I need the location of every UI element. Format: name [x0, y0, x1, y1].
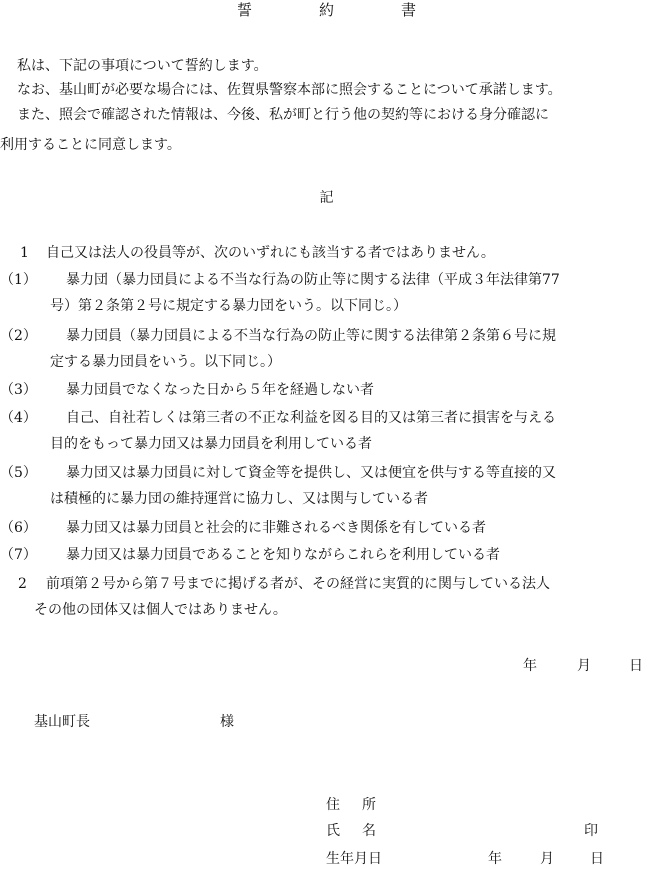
- intro-paragraph-2: [0, 80, 653, 100]
- intro-line-3a: また、照会で確認された情報は、今後、私が町と行う他の契約等における身分確認に: [17, 107, 549, 123]
- section-2-cont: その他の団体又は個人ではありません。: [34, 602, 287, 618]
- section-1-number: 1: [20, 245, 29, 261]
- section-2-line-1: 前項第２号から第７号までに掲げる者が、その経営に実質的に関与している法人: [46, 576, 550, 592]
- birth-day-label: 日: [590, 851, 604, 867]
- birthdate-fields: [488, 849, 604, 869]
- item-1: [0, 270, 653, 290]
- intro-paragraph-3-cont: [0, 135, 653, 155]
- item-1-line-1: 暴力団（暴力団員による不当な行為の防止等に関する法律（平成３年法律第77: [66, 272, 560, 288]
- addressee-name: 基山町長: [34, 714, 90, 730]
- intro-line-3b: 利用することに同意します。: [0, 137, 181, 153]
- item-6: [0, 518, 653, 538]
- item-1-cont: 号）第２条第２号に規定する暴力団をいう。以下同じ。）: [50, 298, 407, 314]
- item-4: [0, 408, 653, 428]
- item-3-number: （3）: [0, 382, 37, 398]
- item-4-cont: 目的をもって暴力団又は暴力団員を利用している者: [50, 436, 372, 452]
- item-6-number: （6）: [0, 520, 37, 536]
- item-5-cont: は積極的に暴力団の維持運営に協力し、又は関与している者: [50, 491, 428, 507]
- intro-paragraph-3: [0, 105, 653, 125]
- date-year-label: 年: [523, 658, 537, 674]
- section-1: [0, 243, 653, 263]
- seal-mark: 印: [584, 823, 598, 839]
- birthdate-row: [326, 849, 446, 869]
- section-1-text: 自己又は法人の役員等が、次のいずれにも該当する者ではありません。: [46, 245, 495, 261]
- birth-month-label: 月: [540, 851, 554, 867]
- item-2-number: （2）: [0, 328, 37, 344]
- addressee: [34, 712, 234, 732]
- birth-year-label: 年: [488, 851, 502, 867]
- intro-paragraph-1: [0, 56, 653, 76]
- item-1-number: （1）: [0, 272, 37, 288]
- address-label: 住所: [326, 797, 398, 813]
- section-2: [0, 574, 653, 594]
- name-row: [326, 821, 446, 841]
- addressee-honorific: 様: [220, 714, 234, 730]
- item-3: [0, 380, 653, 400]
- intro-line-1: 私は、下記の事項について誓約します。: [17, 58, 268, 74]
- item-7: [0, 545, 653, 565]
- date-month-label: 月: [577, 658, 591, 674]
- item-4-line-1: 自己、自社若しくは第三者の不正な利益を図る目的又は第三者に損害を与える: [66, 410, 556, 426]
- date-day-label: 日: [629, 658, 643, 674]
- name-label: 氏名: [326, 823, 398, 839]
- item-5-number: （5）: [0, 465, 37, 481]
- item-2-line-1: 暴力団員（暴力団員による不当な行為の防止等に関する法律第２条第６号に規: [66, 328, 556, 344]
- section-2-number: 2: [18, 576, 27, 592]
- item-5: [0, 463, 653, 483]
- item-2-cont: 定する暴力団員をいう。以下同じ。）: [50, 354, 281, 370]
- item-3-line-1: 暴力団員でなくなった日から５年を経過しない者: [66, 382, 374, 398]
- ki-heading: 記: [319, 190, 334, 206]
- birthdate-label: 生年月日: [326, 851, 382, 867]
- item-5-line-1: 暴力団又は暴力団員に対して資金等を提供し、又は便宜を供与する等直接的又: [66, 465, 556, 481]
- item-6-line-1: 暴力団又は暴力団員と社会的に非難されるべき関係を有している者: [66, 520, 486, 536]
- item-4-number: （4）: [0, 410, 37, 426]
- item-7-number: （7）: [0, 547, 37, 563]
- item-2: [0, 326, 653, 346]
- intro-line-2: なお、基山町が必要な場合には、佐賀県警察本部に照会することについて承諾します。: [17, 82, 562, 98]
- item-7-line-1: 暴力団又は暴力団員であることを知りながらこれらを利用している者: [66, 547, 500, 563]
- document-title: 誓 約 書: [236, 1, 442, 19]
- date-line: [523, 656, 643, 676]
- address-row: [326, 795, 446, 815]
